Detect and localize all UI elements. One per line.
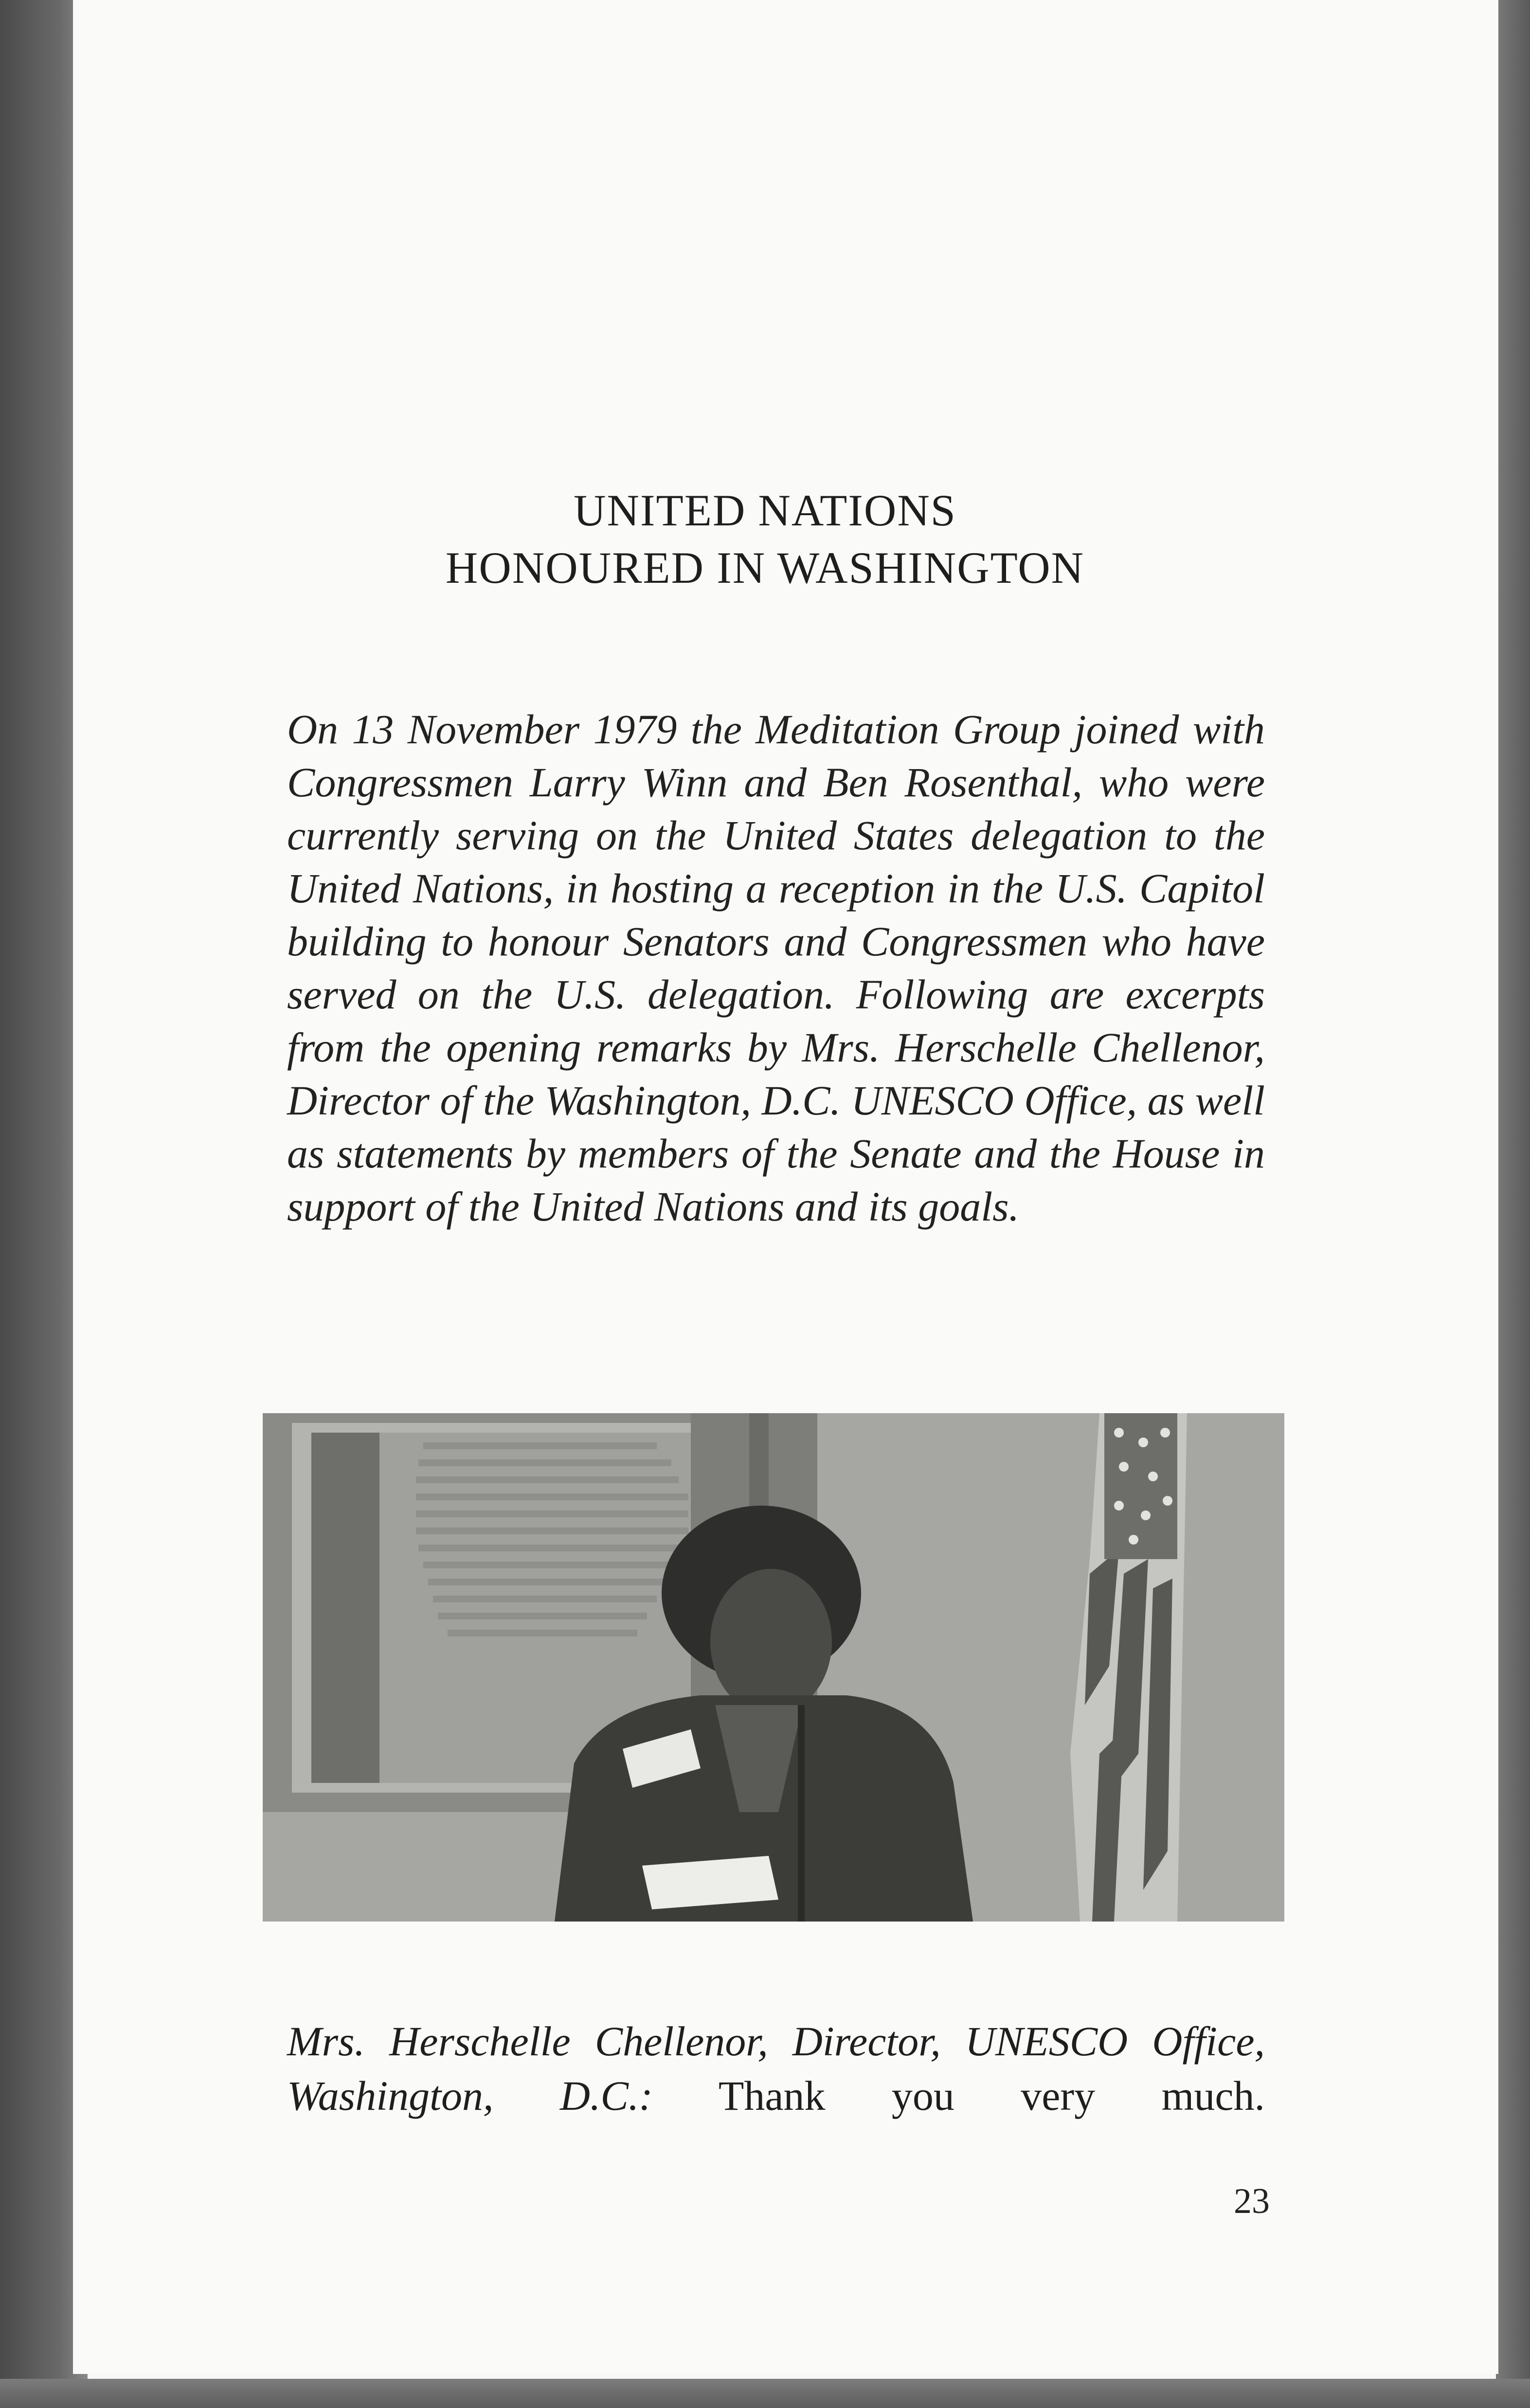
title-line-1: UNITED NATIONS	[574, 485, 956, 535]
caption-quote: Thank you very much.	[718, 2072, 1265, 2119]
photo-caption	[287, 2014, 1265, 2123]
speaker-photo	[263, 1413, 1284, 1922]
caption-speaker: Mrs. Herschelle Chellenor, Director, UNESCO Office, Washington, D.C.:	[287, 2018, 1265, 2119]
title-line-2: HONOURED IN WASHINGTON	[445, 543, 1085, 593]
intro-paragraph: On 13 November 1979 the Meditation Group joined with Congressmen Larry Winn and Ben Rosenthal, who were currently serving on the United States delegation to the United Nations, in hosting a reception in the U.S. Capitol building to honour Senators and Congressmen who have served on the U.S. delegation. Following are excerpts from the opening remarks by Mrs. Herschelle Chellenor, Director of the Washington, D.C. UNESCO Office, as well as statements by members of the Senate and the House in support of the United Nations and its goals.	[287, 706, 1265, 1230]
article-title	[0, 482, 1530, 596]
scan-border-right	[1496, 0, 1530, 2408]
scan-border-bottom	[0, 2379, 1530, 2408]
page-number: 23	[1234, 2181, 1270, 2221]
